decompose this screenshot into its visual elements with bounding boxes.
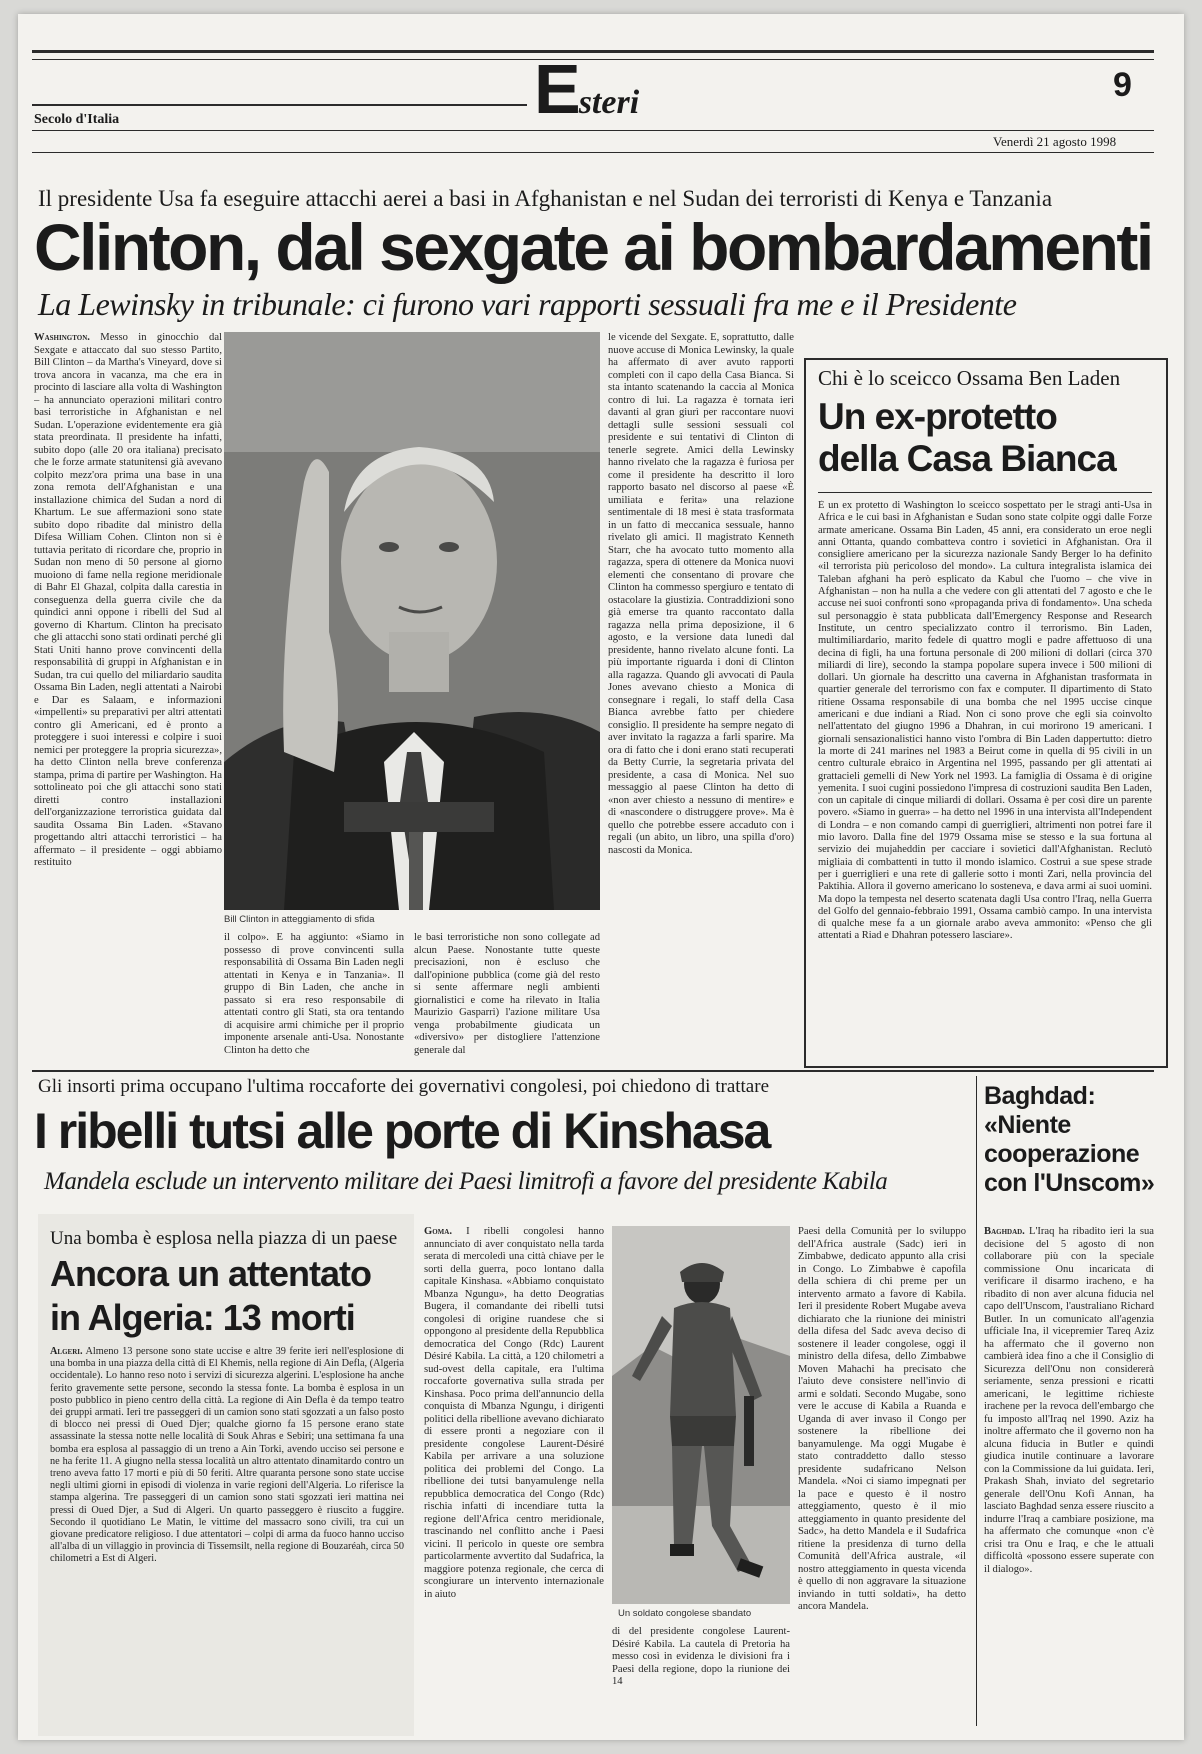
main-column-1: [34, 332, 222, 1060]
baghdad-headline-line-4: con l'Unscom»: [984, 1169, 1155, 1197]
section-initial: E: [534, 50, 579, 128]
clinton-photo-illustration: [224, 332, 600, 910]
congo-deck: Mandela esclude un intervento militare dei Paesi limitrofi a favore del presidente Kabila: [44, 1168, 888, 1195]
main-column-2: [224, 932, 404, 1060]
soldier-photo-illustration: [612, 1226, 790, 1604]
congo-col1-text: I ribelli congolesi hanno annunciato di aver conquistato nella tarda serata di mercoledì una città chiave per le sorti della guerra, poco lontano dalla capitale Kinshasa. «Abbiamo conquistato Mbanza Ngungu», ha detto Deogratias Bugera, il comandante dei ribelli tutsi congolesi di origine ruandese che si oppongono al presidente della Repubblica democratica del Congo (Rdc) Laurent Désiré Kabila. La città, a 120 chilometri a sud-ovest della capitale, era l'ultima roccaforte governativa sulla strada per Kinshasa. Poco prima dell'annuncio della conquista di Mbanza Ngungu, i dirigenti politici della ribellione avevano dichiarato di essere pronti a negoziare con il presidente congolese Laurent-Désiré Kabila per arrivare a una soluzione politica dei problemi del Congo. La ribellione dei tutsi banyamulenge nella repubblica democratica del Congo (Rdc) rischia infatti di incendiare tutta la regione dell'Africa centro meridionale, trascinando nel conflitto anche i Paesi vicini. Il pericolo in queste ore sembra particolarmente avvertito dal Sudafrica, la maggiore potenza regionale, che cerca di scongiurare un intervento internazionale in aiuto: [424, 1226, 604, 1600]
box-body-text: È un ex protetto di Washington lo sceicco sospettato per le stragi anti-Usa in Africa e le cui basi in Afghanistan e Sudan sono state colpite oggi dalle Forze armate americane. Ossama Bin Laden, 45 anni, era considerato un eroe negli anni Ottanta, quando combatteva contro i sovietici in Afghanistan. Ora il consigliere americano per la sicurezza nazionale Sandy Berger lo ha definito «il terrorista più pericoloso del mondo». La cultura integralista islamica dei Taleban afghani ha però esplicato da Kabul che l'uomo – che vive in Afghanistan – non ha nulla a che vedere con gli attentati del 7 agosto e che le accuse nei suoi confronti sono «propaganda priva di fondamento». Una scheda sul personaggio è stata pubblicata dall'Emergency Response and Research Institute, un centro specializzato contro il terrorismo. Bin Laden, multimiliardario, marito fedele di quattro mogli e padre affettuoso di una decina di figli, ha una fortuna personale di 200 milioni di dollari (circa 370 miliardi di lire), secondo la stampa popolare supera invece i 500 milioni di dollari. Un giornale ha descritto una caverna in Afghanistan trasformata in quartier generale del terrorismo con fax e computer. Il dipartimento di Stato ritiene Ossama responsabile di una bomba che nel 1995 uccise cinque americani e due indiani a Riad. Non ci sono prove che egli sia coinvolto nell'attentato del giugno 1996 a Dhahran, in cui morirono 19 americani. I giornali sensazionalistici hanno visto l'ombra di Bin Laden dappertutto: dietro la morte di 241 marines nel 1983 a Beirut come in quella di 95 civili in un centro culturale ebraico in Argentina nel 1995, passando per gli attentati ai grattacieli gemelli di New York nel 1993. La famiglia di Ossama è di origine yemenita. I suoi cugini possiedono l'impresa di costruzioni saudita Ben Laden, con un capitale di cinque miliardi di dollari. Ossama è per così dire un parente povero. «Siamo in guerra» – ha detto nel 1996 in una intervista all'Independent di Londra – e non comando campi di guerriglieri, altrimenti non potrei fare il mio lavoro. Dalla fine del 1979 Ossama mise se stesso e la sua fortuna al servizio dei mujaheddin per cacciare i sovietici dall'Afghanistan. Reclutò migliaia di combattenti in tutto il mondo islamico. Costruì a sue spese strade per i guerriglieri e una rete di gallerie sotto i monti Zari, nella provincia del Paktihia. Allora il governo americano lo sosteneva, e dava armi ai suoi uomini. Ma dopo la tempesta nel deserto scatenata dagli Usa contro l'Iraq, nella Guerra del Golfo del gennaio-febbraio 1991, Ossama cambiò campo. In una intervista di qualche mese fa a un giornale arabo aveva ammonito: «Penso che gli attentati a Riad e Dhahran potessero lasciare».: [818, 500, 1152, 942]
clinton-photo-caption: Bill Clinton in atteggiamento di sfida: [224, 914, 375, 925]
soldier-photo-caption: Un soldato congolese sbandato: [618, 1608, 752, 1619]
algeria-dateline: Algeri.: [50, 1346, 83, 1357]
congo-column-1: [424, 1226, 604, 1730]
box-headline-line-2: della Casa Bianca: [818, 438, 1116, 479]
box-headline: [818, 396, 1116, 480]
box-rule: [818, 492, 1152, 493]
section-rest: steri: [578, 84, 640, 121]
congo-kicker: Gli insorti prima occupano l'ultima roccaforte dei governativi congolesi, poi chiedono di trattare: [38, 1076, 769, 1097]
box-headline-line-1: Un ex-protetto: [818, 396, 1057, 437]
main-headline: Clinton, dal sexgate ai bombardamenti: [34, 210, 1152, 284]
newspaper-name: Secolo d'Italia: [34, 112, 120, 127]
congo-column-2-bottom: [612, 1626, 790, 1730]
baghdad-body: [984, 1226, 1154, 1730]
baghdad-headline-line-3: cooperazione: [984, 1140, 1140, 1168]
box-kicker: Chi è lo sceicco Ossama Ben Laden: [818, 366, 1121, 390]
congo-bottom-text: di del presidente congolese Laurent-Désiré Kabila. La cautela di Pretoria ha messo così in evidenza le divisioni fra i Paesi della regione, dopo la riunione dei 14: [612, 1626, 790, 1687]
main-col3-text: le basi terroristiche non sono collegate ad alcun Paese. Nonostante tutte queste precisazioni, non è escluso che dall'opinione pubblica (come già del resto si sente affermare negli ambienti giornalistici e come ha rilevato in Italia Maurizio Gasparri) l'azione militare Usa venga probabilmente giudicata un «diversivo» per distogliere l'attenzione generale dal: [414, 932, 600, 1056]
masthead-rule-left: [32, 104, 527, 106]
congo-column-3: [798, 1226, 966, 1730]
top-rule: [32, 50, 1154, 53]
lower-divider: [32, 1070, 1154, 1072]
baghdad-headline-line-1: Baghdad:: [984, 1082, 1096, 1110]
main-column-3: [414, 932, 600, 1060]
algeria-body: [50, 1346, 404, 1730]
algeria-body-text: Almeno 13 persone sono state uccise e altre 39 ferite ieri nell'esplosione di una bomba in una piazza della città di El Khemis, nella regione di Ain Defla, (Algeria occidentale). Lo hanno reso noto i servizi di sicurezza algerini. L'esplosione ha anche ferito gravemente sette persone, secondo la stessa fonte. La bomba è esplosa in un posto pubblico in pieno centro della città. La regione di Ain Defla è da tempo teatro dei gruppi armati. Ieri tre passeggeri di un camion sono stati sgozzati a un falso posto di blocco nei pressi di Oued Djer; qualche giorno fa 15 persone erano state assassinate la stessa notte nelle località di Souk Ahras e Sebiri; una settimana fa una bomba era esplosa al passaggio di un treno a Ain Torki, avendo ucciso sei persone e ne ha ferite 11. A giugno nella stessa località un altro attentato dinamitardo contro un treno aveva fatto 17 morti e più di 50 feriti. Altre quaranta persone sono state uccise negli ultimi giorni in episodi di violenza in varie regioni dell'Algeria. Lo riferisce la stampa algerina. Tre passeggeri di un camion sono stati sgozzati ieri mattina nei pressi di Oued Djer, a Sud di Algeri. Un quarto passeggero è riuscito a fuggire. Secondo il quotidiano Le Matin, le vittime del massacro sono civili, tra cui un giovane predicatore religioso. I due attentatori – colpi di arma da fuoco hanno ucciso all'alba di un villaggio in provincia di Tissemsilt, nella regione di Bouzaréah, circa 50 chilometri a Est di Algeri.: [50, 1346, 404, 1565]
page-number: 9: [1113, 66, 1132, 104]
masthead-rule-2: [32, 152, 1154, 153]
clinton-photo: [224, 332, 600, 910]
main-deck: La Lewinsky in tribunale: ci furono vari rapporti sessuali fra me e il Presidente: [38, 286, 1017, 322]
main-kicker: Il presidente Usa fa eseguire attacchi aerei a basi in Afghanistan e nel Sudan dei terroristi di Kenya e Tanzania: [38, 186, 1053, 211]
congo-col2-text: Paesi della Comunità per lo sviluppo dell'Africa australe (Sadc) ieri in Zimbabwe, dedicato appunto alla crisi in Congo. Lo Zimbabwe è capofila della schiera di chi preme per un intervento armato a favore di Kabila. Ieri il presidente Robert Mugabe aveva dichiarato che la riunione dei ministri della difesa del Sadc aveva deciso di sostenere il leader congolese, oggi il ministro della difesa, dello Zimbabwe Moven Mahachi ha precisato che l'aiuto deve consistere nell'invio di armi e soldati. Secondo Mugabe, sono vere le accuse di Kabila a Ruanda e Uganda di aver invaso il Congo per sostenere la ribellione dei banyamulenge. Ma oggi Mugabe è stato contraddetto dallo stesso presidente sudafricano Nelson Mandela. «Noi ci siamo impegnati per la pace e questo è il nostro atteggiamento, questo è il mio atteggiamento in quanto presidente del Sadc», ha detto Mandela e il Sudafrica ritiene la presidenza di turno della Comunità dell'Africa australe, «il nostro atteggiamento in questa vicenda è quello di non aggravare la situazione inviando in tutti soldati», ha detto ancora Mandela.: [798, 1226, 966, 1612]
algeria-headline: [50, 1252, 371, 1340]
congo-dateline: Goma.: [424, 1226, 452, 1237]
soldier-photo: [612, 1226, 790, 1604]
newspaper-page: [18, 14, 1184, 1740]
algeria-headline-line-1: Ancora un attentato: [50, 1253, 372, 1294]
section-title: [534, 50, 640, 128]
baghdad-headline-line-2: «Niente: [984, 1111, 1071, 1139]
main-col2-text: il colpo». E ha aggiunto: «Siamo in possesso di prove convincenti sulla responsabilità di Ossama Bin Laden negli attentati in Kenya e in Tanzania». Il gruppo di Bin Laden, che anche in passato si era reso responsabile di attentati contro gli Stati, sta ora tentando di acquisire armi chimiche per il proprio imponente arsenale anti-Usa. Nonostante Clinton ha detto che: [224, 932, 404, 1056]
baghdad-body-text: L'Iraq ha ribadito ieri la sua decisione del 5 agosto di non collaborare più con la speciale commissione Onu incaricata di verificare il disarmo iracheno, e ha ribadito di non aver alcuna fiducia nel capo dell'Unscom, l'australiano Richard Butler. In un comunicato all'agenzia ufficiale Ina, il vicepremier Tareq Aziz ha affermato che il governo non cambierà idea fino a che il Consiglio di Sicurezza dell'Onu non considererà seriamente, senza pressioni e ricatti americani, le legittime richieste irachene per la revoca dell'embargo che fu imposto all'Iraq nel 1990. Aziz ha inoltre affermato che il governo non ha alcuna fiducia in Butler e quindi giudica inutile continuare a lavorare con la Commissione da lui guidata. Ieri, Prakash Shah, inviato del segretario generale dell'Onu Kofi Annan, ha lasciato Baghdad senza essere riuscito a indurre l'Iraq a cambiare posizione, ma ha affermato che comunque «non c'è crisi tra Onu e Iraq, e che le attuali difficoltà «possono essere superate con il dialogo».: [984, 1226, 1154, 1575]
algeria-kicker: Una bomba è esplosa nella piazza di un paese: [50, 1228, 398, 1249]
main-dateline: Washington.: [34, 332, 90, 343]
baghdad-separator: [976, 1076, 977, 1726]
masthead-rule: [32, 130, 1154, 131]
baghdad-headline: [984, 1082, 1154, 1198]
issue-date: Venerdì 21 agosto 1998: [993, 134, 1117, 149]
baghdad-dateline: Baghdad.: [984, 1226, 1025, 1237]
algeria-headline-line-2: in Algeria: 13 morti: [50, 1297, 355, 1338]
congo-headline: I ribelli tutsi alle porte di Kinshasa: [34, 1103, 770, 1159]
main-column-4: [608, 332, 794, 1060]
main-col1-text: Messo in ginocchio dal Sexgate e attaccato dal suo stesso Partito, Bill Clinton – da Martha's Vineyard, dove si trova ancora in vacanza, ma che era in procinto di lasciare alla volta di Washington – ha annunciato operazioni militari contro basi terroristiche in Afghanistan e nel Sudan. L'operazione evidentemente era già stata preordinata. Il presidente ha infatti, subito dopo (alle 20 ora italiana) precisato che le forze armate statunitensi già avevano colpito mezz'ora prima una base in una zona remota dell'Afghanistan e una installazione chimica del Sudan a nord di Khartum. Le sue affermazioni sono state subito dopo ribadite dal ministro della Difesa William Cohen. Clinton non si è tuttavia peritato di ricordare che, proprio in Sudan non meno di 50 persone al giorno muoiono di fame nella regione meridionale di Bahr El Ghazal, colpita dalla carestia in conseguenza della guerra civile che da quindici anni oppone i ribelli del Sud al governo di Khartum. Clinton ha precisato che gli attacchi sono stati ordinati perché gli Stati Uniti hanno prove convincenti della responsabilità di gruppi in Afghanistan e in Sudan, tra cui quello del miliardario saudita Ossama Bin Laden, negli attentati a Nairobi e Dar es Salaam, e informazioni «impellenti» su preparativi per altri attentati contro gli Americani, ed è pronto a proteggere i suoi interessi e colpire i suoi nemici per proteggere la propria sicurezza», ha detto Clinton nella breve conferenza stampa, prima di partire per Washington. Ha sottolineato poi che gli attacchi sono stati diretti contro installazioni dell'organizzazione terroristica guidata dal saudita Ossama Bin Laden. «Stavano progettando altri attacchi terroristici – ha affermato – il presidente – oggi abbiamo restituito: [34, 332, 222, 868]
main-col4-text: le vicende del Sexgate. E, soprattutto, dalle nuove accuse di Monica Lewinsky, la quale ha affermato di aver avuto rapporti completi con il capo della Casa Bianca. Si sta intanto scatenando la caccia al Monica contro di lui. La ragazza è tornata ieri davanti al gran giurì per raccontare nuovi dettagli sulle sessioni sessuali col presidente e sui tentativi di Clinton di tenerle segrete. Amici della Lewinsky hanno rivelato che la ragazza è furiosa per come il presidente ha descritto il loro rapporto basato nel discorso al paese «È umiliata e ferita» una relazione sentimentale di 18 mesi è stata trasformata in un fatto di meccanica sessuale, hanno rivelato gli amici. Il magistrato Kenneth Starr, che ha avocato tutto momento alla ragazza, spera di ottenere da Monica nuovi elementi che consentano di provare che Clinton ha commesso spergiuro e tentato di ostacolare la giustizia. Contraddizioni sono già emerse tra quanto raccontato dalla ragazza nella prima deposizione, il 6 agosto, e la versione data lunedì dal presidente, hanno rivelato alcune fonti. La più importante riguarda i doni di Clinton alla ragazza. Quando gli avvocati di Paula Jones avevano chiesto a Monica di consegnare i regali, lo staff della Casa Bianca avrebbe fatto per chiedere consiglio. Il presidente ha sempre negato di aver invitato la ragazza a farli sparire. Ma ora di fatto che i doni erano stati recuperati da Betty Currie, la segretaria privata del presidente, a casa di Monica. Nel suo messaggio al paese Clinton ha detto di «non aver chiesto a nessuno di mentire» e di «nascondere o distruggere prove». Ma è quello che potrebbe essere accaduto con i regali (un abito, un libro, una spilla d'oro) nascosti da Monica.: [608, 332, 794, 856]
box-body: [818, 500, 1152, 1056]
